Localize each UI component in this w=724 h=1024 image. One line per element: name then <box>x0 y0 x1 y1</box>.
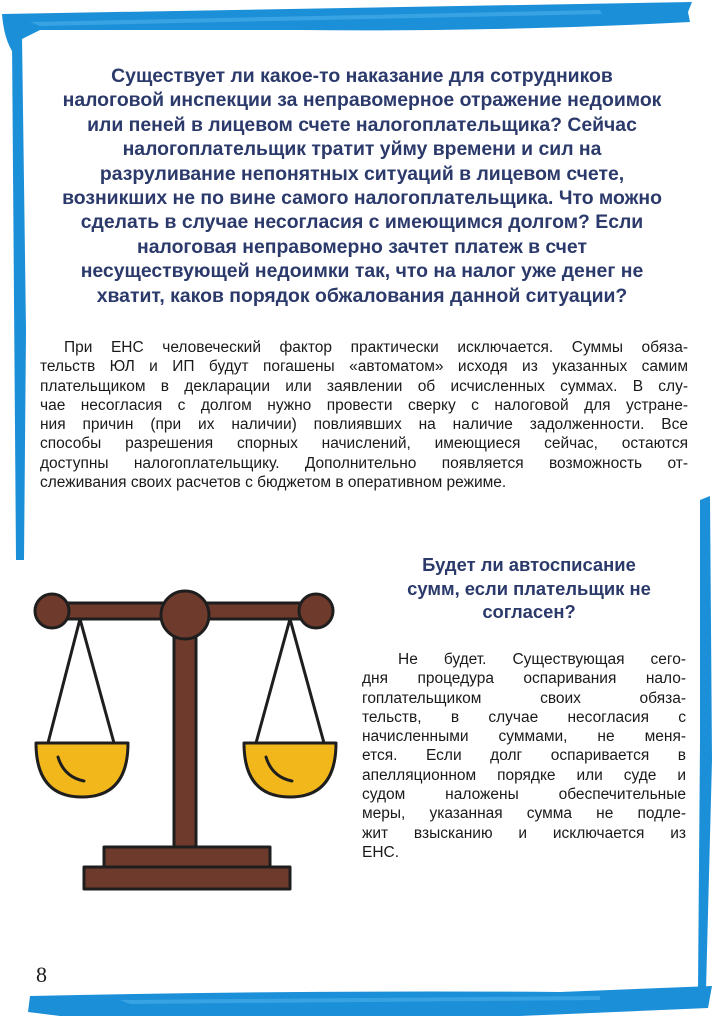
question-subheading: Будет ли автосписание сумм, если плательщик не согласен? <box>407 554 651 622</box>
right-brush-stroke <box>698 496 712 990</box>
page-number: 8 <box>36 962 47 987</box>
top-brush-stroke <box>2 2 692 54</box>
question-heading: Существует ли какое-то наказание для сотрудников налоговой инспекции за неправомерное отражение недоимок или пеней в лицевом счете налогоплательщика? Сейчас налогоплательщик тратит уйму времени и сил на разруливание непонятных ситуаций в лицевом счете, возникших не по вине самого налогоплательщика. Что можно сделать в случае несогласия с имеющимся долгом? Если налоговая неправомерно зачтет платеж в счет несуществующей недоимки так, что на налог уже денег не хватит, каков порядок обжалования данной ситуации? <box>62 65 662 307</box>
answer-paragraph-1: При ЕНС человеческий фактор практически исключается. Суммы обяза- тельств ЮЛ и ИП будут погашены «автоматом» исходя из указанных самим плательщиком в декларации или заявлении об исчисленных суммах. В слу- чае несогласия с долгом нужно провести сверку с налоговой для устране- ния причин (при их наличии) повлиявших на наличие задолженности. Все способы разрешения спорных начислений, имеющиеся сейчас, остаются доступны налогоплательщику. Дополнительно появляется возможность от- слеживания своих расчетов с бюджетом в оперативном режиме. <box>40 339 688 492</box>
answer-paragraph-2: Не будет. Существующая сего- дня процедура оспаривания нало- гоплательщиком своих обяза- тельств, в случае несогласия с начисленными суммами, не меня- ется. Если долг оспаривается в апелляционном порядке или суде и судом наложены обеспечительные меры, указанная сумма не подле- жит взысканию и исключается из ЕНС. <box>362 651 686 861</box>
left-brush-stroke <box>12 36 26 560</box>
scales-of-justice-icon <box>24 585 344 895</box>
